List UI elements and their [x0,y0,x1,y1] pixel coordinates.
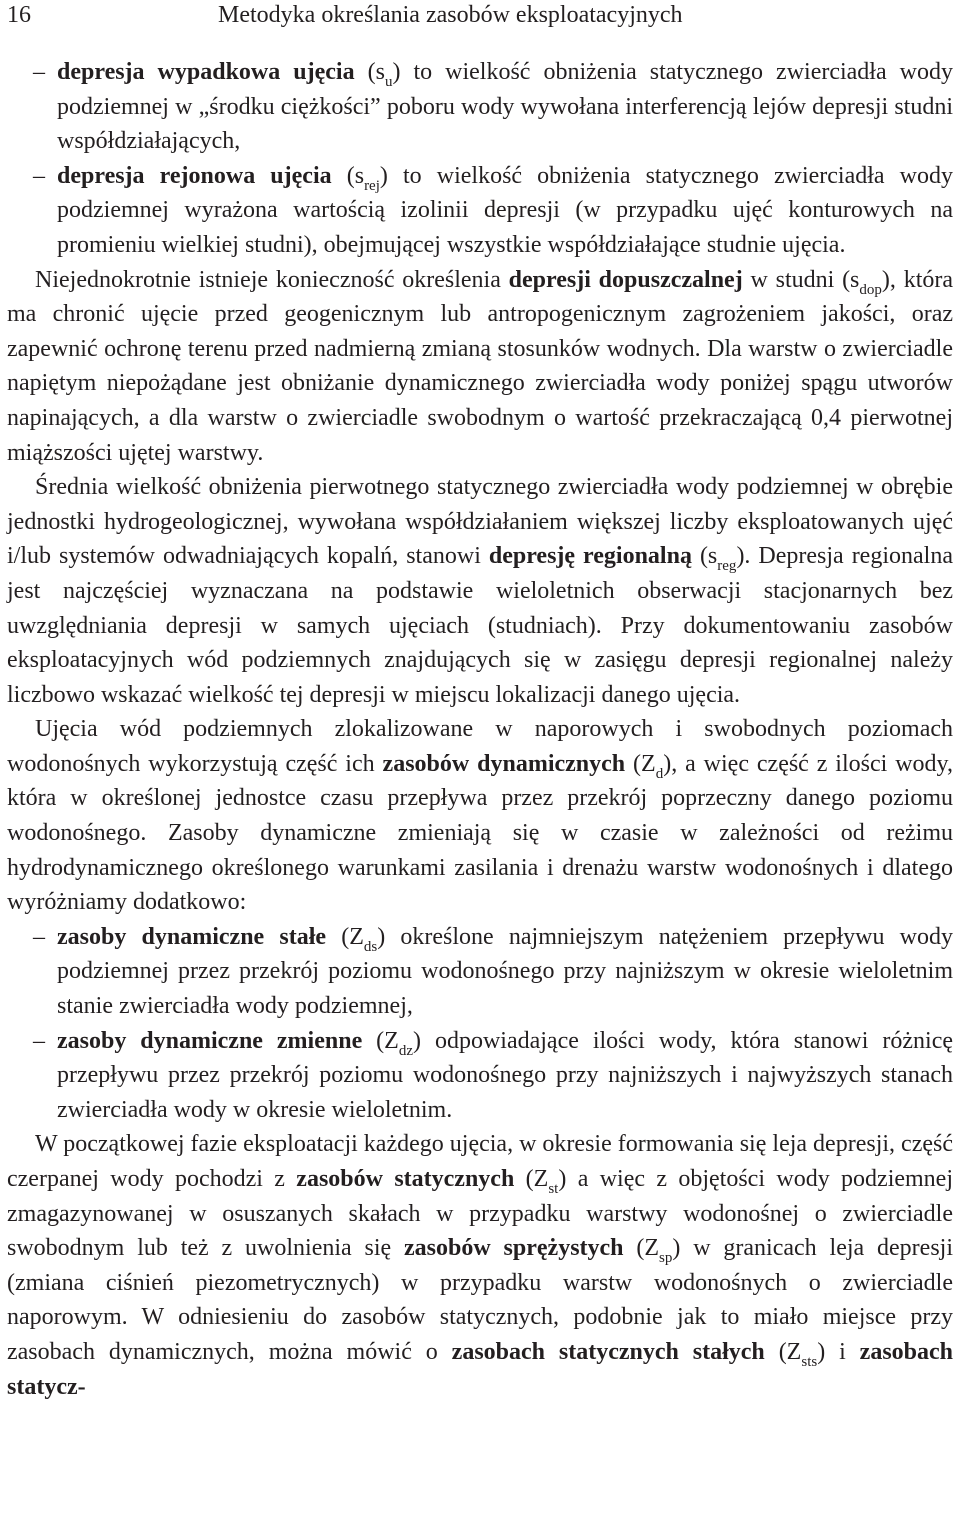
term: zasobów statycznych [296,1166,515,1192]
text-run: (s [691,543,718,570]
term: zasobach statycznych stałych [451,1338,765,1365]
text-run: ). Depresja regionalna jest najczęściej wyznaczana na podstawie wieloletnich obserwacji stacjonarnych bez uwzględniania depresji w samych ujęciach (studniach). Przy dokumentowaniu zasobów eksploatacyjnych wód podziemnych znajdujących się w zasięgu depresji regionalnej należy liczbowo wskazać wielkość tej depresji w miejscu lokalizacji danego ujęcia. [7,543,953,708]
list-item [7,159,953,263]
definition-text: ) to wielkość obniżenia statycznego zwierciadła wody podziemnej wyrażona wartością izolinii depresji (w przypadku ujęć konturowych na promieniu wielkiej studni), obejmującej wszystkie współdziałające studnie ujęcia. [57,162,953,258]
list-item [7,920,953,1024]
definition-text: ) to wielkość obniżenia statycznego zwierciadła wody podziemnej w „środku ciężkości” poboru wody wywołana interferencją lejów depresji studni współdziałających, [57,59,953,155]
dash-bullet: – [33,1027,45,1054]
list-item [7,55,953,159]
text-run: w studni (s [742,266,860,293]
text-run: Średnia wielkość obniżenia pierwotnego statycznego zwierciadła wody podziemnej w obrębie jednostki hydrogeologicznej, wywołana współdziałaniem większej liczby eksploatowanych ujęć i/lub systemów odwadniających kopalń, stanowi [7,474,953,570]
text-run: Niejednokrotnie istnieje konieczność określenia [35,266,509,293]
paragraph [7,470,953,712]
subscript: u [384,74,393,90]
text-run: ) i [817,1338,860,1365]
subscript: d [655,765,664,782]
body-text [7,55,953,1404]
definition-text: ) określone najmniejszym natężeniem przepływu wody podziemnej przez przekrój poziomu wodonośnego przy najniższym w okresie wieloletnim stanie zwierciadła wody podziemnej, [57,923,953,1020]
page-header [0,0,960,40]
term: zasoby dynamiczne stałe [57,923,327,950]
dash-bullet: – [33,162,45,189]
subscript: sp [659,1250,673,1267]
term: zasobach statycz- [7,1338,954,1400]
text-run: ) w granicach leja depresji (zmiana ciśnień piezometrycznych) w przypadku warstw wodonośnych o zwierciadle naporowym. W odniesieniu do zasobów statycznych, podobnie jak to miało miejsce przy zasobach dynamicznych, można mówić o [7,1235,953,1365]
text-run: ), która ma chronić ujęcie przed geogenicznym lub antropogenicznym zagrożeniem jakości, oraz zapewnić ochronę terenu przed nadmierną zmianą stosunków wodnych. Dla warstw o zwierciadle napiętym niepożądane jest obniżanie dynamicznego zwierciadła wody poniżej spągu utworów napinających, a dla warstw o zwierciadle swobodnym o wartość przekraczającą 0,4 pierwotnej miąższości ujętej warstwy. [7,266,954,466]
symbol: (s [331,162,365,189]
text-run: Ujęcia wód podziemnych zlokalizowane w naporowych i swobodnych poziomach wodonośnych wykorzystują część ich [7,716,953,777]
symbol: (s [354,59,385,85]
subscript: st [548,1181,559,1197]
running-title: Metodyka określania zasobów eksploatacyjnych [218,2,683,28]
definition-text: ) odpowiadające ilości wody, która stanowi różnicę przepływu przez przekrój poziomu wodonośnego przy najniższych i najwyższych stanach zwierciadła wody w okresie wieloletnim. [57,1027,953,1123]
dash-bullet: – [33,59,45,85]
term: depresję regionalną [488,543,692,570]
subscript: rej [364,177,380,194]
paragraph [7,1127,953,1404]
page-number: 16 [7,2,31,28]
text-run: (Z [514,1166,549,1192]
paragraph [7,263,953,471]
term: zasoby dynamiczne zmienne [57,1027,363,1054]
paragraph [7,712,953,920]
list-item [7,1024,953,1128]
text-run: W początkowej fazie eksploatacji każdego ujęcia, w okresie formowania się leja depresji, część czerpanej wody pochodzi z [7,1131,953,1192]
term: zasobów sprężystych [404,1235,624,1262]
symbol: (Z [326,923,364,950]
subscript: reg [717,558,737,575]
subscript: dop [859,281,882,298]
subscript: sts [801,1353,818,1370]
term: depresja wypadkowa ujęcia [57,59,355,85]
term: depresja rejonowa ujęcia [57,162,332,189]
dash-bullet: – [33,923,45,950]
dynamic-resources-list [7,920,953,1128]
text-run: (Z [625,750,656,777]
depression-definitions-list [7,55,953,263]
text-run: (Z [764,1338,802,1365]
subscript: ds [363,938,378,955]
text-run: ), a więc część z ilości wody, która w określonej jednostce czasu przepływa przez przekrój poprzeczny danego poziomu wodonośnego. Zasoby dynamiczne zmieniają się w czasie w zależności od reżimu hydrodynamicznego określonego warunkami zasilania i drenażu warstw wodonośnych i dlatego wyróżniamy dodatkowo: [7,750,953,916]
subscript: dz [398,1042,413,1059]
term: zasobów dynamicznych [382,750,626,777]
term: depresji dopuszczalnej [508,266,743,293]
text-run: ) a więc z objętości wody podziemnej zmagazynowanej w osuszanych skałach w przypadku warstwy wodonośnej o zwierciadle swobodnym lub też z uwolnienia się [7,1166,954,1262]
text-run: (Z [623,1235,660,1262]
symbol: (Z [362,1027,399,1054]
